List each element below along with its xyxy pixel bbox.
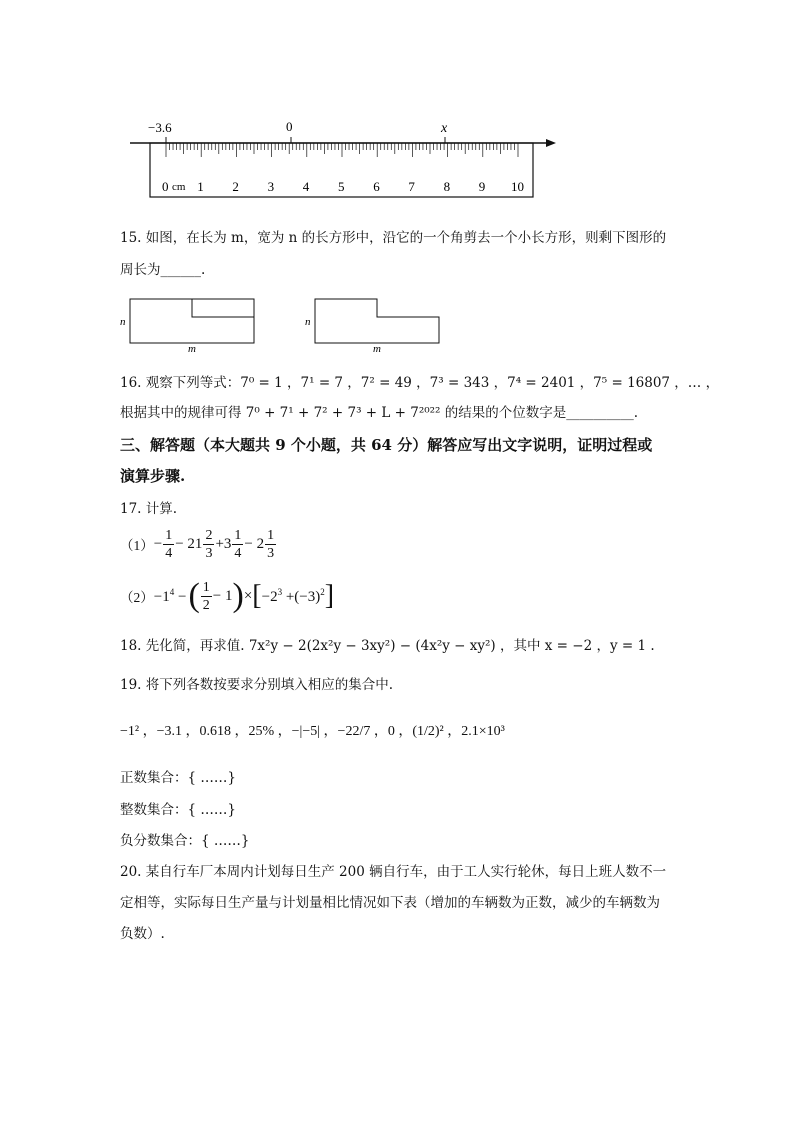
label-x: x: [441, 121, 448, 136]
q17-title: 17. 计算.: [120, 501, 178, 517]
q18-text: 18. 先化简，再求值. 7x²y − 2(2x²y − 3xy²) − (4x²y − xy²) ，其中 x = −2 ，y = 1 .: [120, 638, 655, 654]
q20-line2: 定相等，实际每日生产量与计划量相比情况如下表（增加的车辆数为正数，减少的车辆数为: [120, 895, 660, 911]
ruler-ticks: [166, 143, 518, 157]
number-line-ruler-figure: [120, 112, 570, 204]
axis-arrow-icon: [546, 139, 556, 147]
ruler-unit-cm: cm: [172, 181, 186, 193]
q17-part2: （2） $-1^4$ − ( $\frac{1}{2}$ − 1 ) × [ $-2^3 +(-3)^2$ ]: [120, 577, 335, 614]
ruler-tick-label: 10: [511, 179, 524, 194]
q15-left-label-n: n: [120, 316, 126, 328]
q15-rectangles-figure: [115, 293, 455, 353]
ruler-tick-label: 9: [478, 179, 486, 194]
q15-remaining-shape: [315, 299, 439, 343]
q19-set-negative-fraction: 负分数集合：{ ……}: [120, 833, 250, 849]
ruler-tick-label: 1: [197, 179, 204, 194]
q15-line1: 15. 如图，在长为 m，宽为 n 的长方形中，沿它的一个角剪去一个小长方形，则剩下图形的: [120, 230, 667, 246]
ruler-tick-label: 0: [162, 179, 169, 194]
q19-set-integer: 整数集合：{ ……}: [120, 802, 236, 818]
ruler-tick-label: 7: [408, 179, 415, 194]
q17-part1-label: （1）: [120, 538, 154, 553]
q19-set-positive: 正数集合：{ ……}: [120, 770, 236, 786]
q19-numbers: −1² ，−3.1 ，0.618 ，25% ，−|−5| ，−22/7 ，0 ，(1/2)² ，2.1×10³: [120, 724, 505, 739]
q16-line2: 根据其中的规律可得 7⁰ + 7¹ + 7² + 7³ + L + 7²⁰²² 的结果的个位数字是__________.: [120, 405, 639, 421]
section3-heading-line2: 演算步骤.: [120, 467, 186, 485]
q15-left-label-m: m: [188, 343, 196, 353]
q20-line1: 20. 某自行车厂本周内计划每日生产 200 辆自行车，由于工人实行轮休，每日上班人数不一: [120, 864, 667, 880]
q16-line1: 16. 观察下列等式：7⁰ = 1 ，7¹ = 7 ，7² = 49 ，7³ = 343 ，7⁴ = 2401 ，7⁵ = 16807 ，… ，: [120, 375, 720, 391]
q15-line2: 周长为______.: [120, 262, 206, 278]
label-zero: 0: [286, 119, 293, 134]
q20-line3: 负数）.: [120, 926, 165, 942]
ruler-tick-label: 5: [338, 179, 345, 194]
label-neg-3-6: −3.6: [148, 120, 172, 135]
q19-title: 19. 将下列各数按要求分别填入相应的集合中.: [120, 677, 394, 693]
q15-right-label-n: n: [305, 316, 311, 328]
ruler-tick-label: 4: [302, 179, 310, 194]
q15-cut-line: [192, 299, 254, 317]
q17-part1: （1） − $\frac{1}{4}$ − 21 $\frac{2}{3}$ +3 $\frac{1}{4}$ − 2 $\frac{1}{3}$: [120, 527, 275, 561]
q15-right-label-m: m: [373, 343, 381, 353]
section3-heading-line1: 三、解答题（本大题共 9 个小题，共 64 分）解答应写出文字说明，证明过程或: [120, 436, 653, 454]
ruler-tick-label: 3: [267, 179, 275, 194]
q17-part2-label: （2）: [120, 590, 154, 605]
q15-dashed-cut: [192, 299, 254, 317]
ruler-tick-label: 2: [232, 179, 239, 194]
ruler-tick-label: 6: [373, 179, 380, 194]
ruler-labels: [162, 179, 524, 194]
ruler-tick-label: 8: [443, 179, 451, 194]
